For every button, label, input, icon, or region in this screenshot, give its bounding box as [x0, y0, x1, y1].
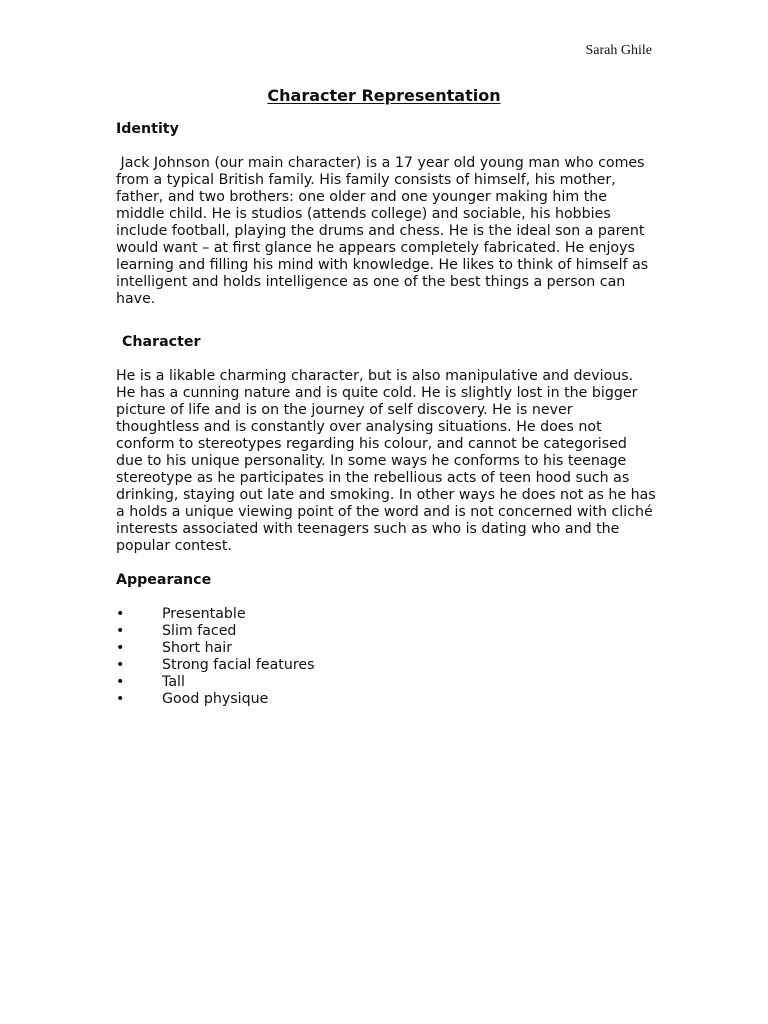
identity-heading: Identity	[116, 121, 179, 137]
spacer	[116, 589, 656, 606]
character-heading: Character	[122, 334, 201, 350]
bullet-icon: •	[116, 657, 125, 673]
appearance-list-item	[116, 674, 656, 691]
appearance-item-text: Good physique	[162, 691, 269, 707]
identity-paragraph: Jack Johnson (our main character) is a 17 year old young man who comes from a typical British family. His family consists of himself, his mother, father, and two brothers: one older and one younger making him the middle child. He is studios (attends college) and sociable, his hobbies include football, playing the drums and chess. He is the ideal son a parent would want – at first glance he appears completely fabricated. He enjoys learning and filling his mind with knowledge. He likes to think of himself as intelligent and holds intelligence as one of the best things a person can have.	[116, 155, 653, 307]
appearance-list-item	[116, 691, 656, 708]
bullet-icon: •	[116, 623, 125, 639]
appearance-item-text: Short hair	[162, 640, 233, 656]
appearance-list-item	[116, 606, 656, 623]
bullet-icon: •	[116, 691, 125, 707]
bullet-icon: •	[116, 674, 125, 690]
spacer	[116, 308, 656, 334]
appearance-item-text: Tall	[162, 674, 185, 690]
appearance-item-text: Slim faced	[162, 623, 237, 639]
bullet-icon: •	[116, 606, 125, 622]
bullet-icon: •	[116, 640, 125, 656]
appearance-heading: Appearance	[116, 572, 212, 588]
spacer	[116, 555, 656, 572]
appearance-item-text: Presentable	[162, 606, 246, 622]
appearance-item-text: Strong facial features	[162, 657, 315, 673]
appearance-list-item	[116, 657, 656, 674]
document-body	[116, 121, 656, 708]
author-name: Sarah Ghile	[585, 43, 652, 58]
appearance-list-item	[116, 623, 656, 640]
character-paragraph: He is a likable charming character, but is also manipulative and devious. He has a cunning nature and is quite cold. He is slightly lost in the bigger picture of life and is on the journey of self discovery. He is never thoughtless and is constantly over analysing situations. He does not conform to stereotypes regarding his colour, and cannot be categorised due to his unique personality. In some ways he conforms to his teenage stereotype as he participates in the rebellious acts of teen hood such as drinking, staying out late and smoking. In other ways he does not as he has a holds a unique viewing point of the word and is not concerned with cliché interests associated with teenagers such as who is dating who and the popular contest.	[116, 368, 656, 554]
appearance-list	[116, 606, 656, 708]
spacer	[116, 138, 656, 155]
document-title: Character Representation	[267, 86, 501, 105]
appearance-list-item	[116, 640, 656, 657]
spacer	[116, 351, 656, 368]
